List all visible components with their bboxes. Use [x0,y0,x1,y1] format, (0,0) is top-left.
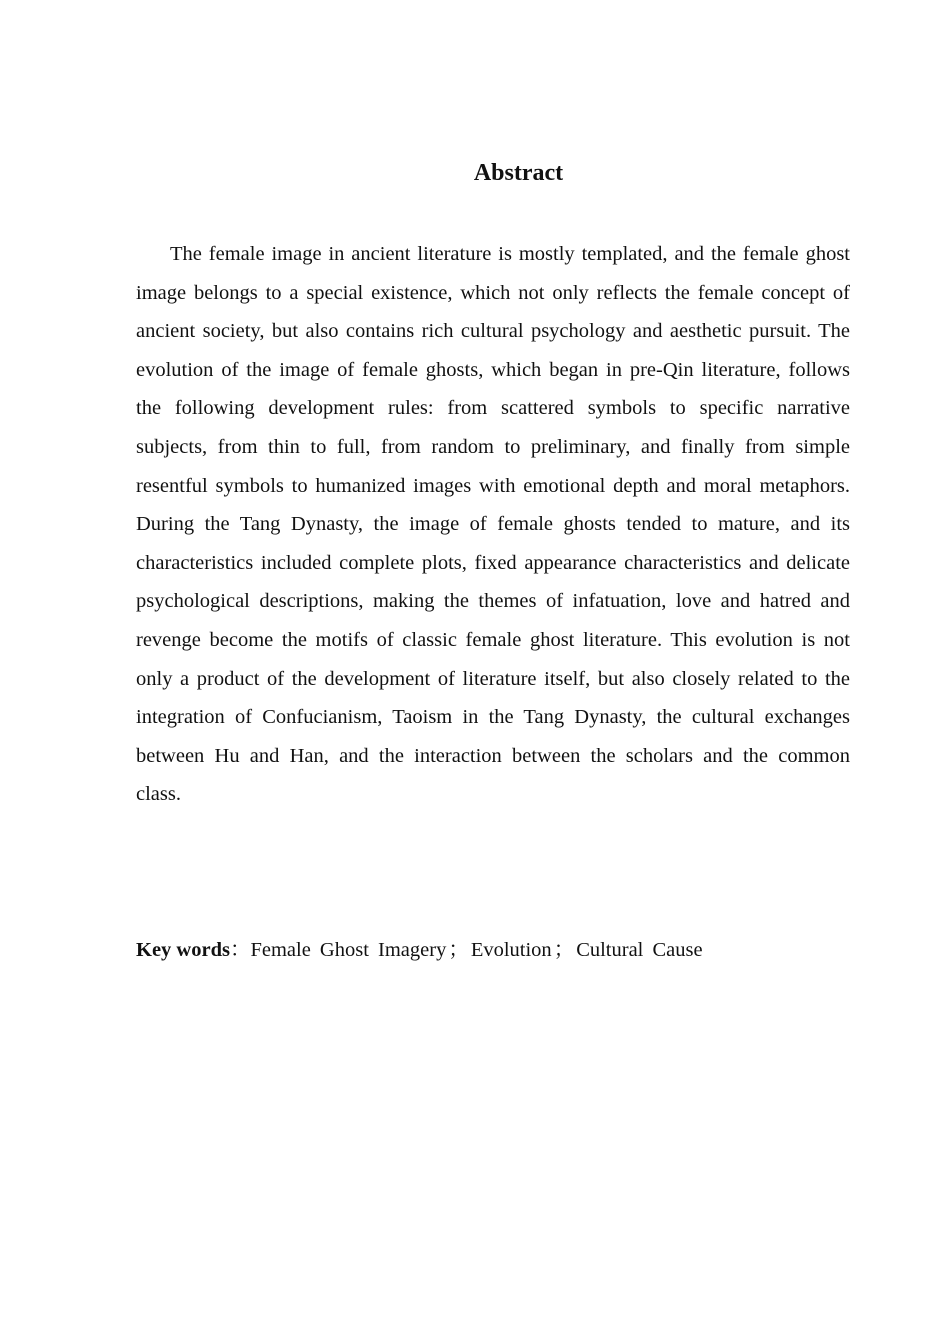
keywords-label: Key words [136,939,230,961]
keyword-separator: ； [553,939,575,961]
keyword-item: Cultural Cause [576,939,703,961]
keywords-label-separator: ： [229,939,251,961]
keyword-separator: ； [448,939,469,961]
abstract-body: The female image in ancient literature is mostly templated, and the female ghost image belongs to a special existence, which not only reflects the female concept of ancient society, but also contains rich cultural psychology and aesthetic pursuit. The evolution of the image of female ghosts, which began in pre-Qin literature, follows the following development rules: from scattered symbols to specific narrative subjects, from thin to full, from random to preliminary, and finally from simple resentful symbols to humanized images with emotional depth and moral metaphors. During the Tang Dynasty, the image of female ghosts tended to mature, and its characteristics included complete plots, fixed appearance characteristics and delicate psychological descriptions, making the themes of infatuation, love and hatred and revenge become the motifs of classic female ghost literature. This evolution is not only a product of the development of literature itself, but also closely related to the integration of Confucianism, Taoism in the Tang Dynasty, the cultural exchanges between Hu and Han, and the interaction between the scholars and the common class. [136,243,850,806]
keyword-item: Evolution [470,939,552,961]
abstract-title: Abstract [473,160,564,186]
keyword-item: Female Ghost Imagery [250,939,447,961]
keywords-line [136,931,703,969]
